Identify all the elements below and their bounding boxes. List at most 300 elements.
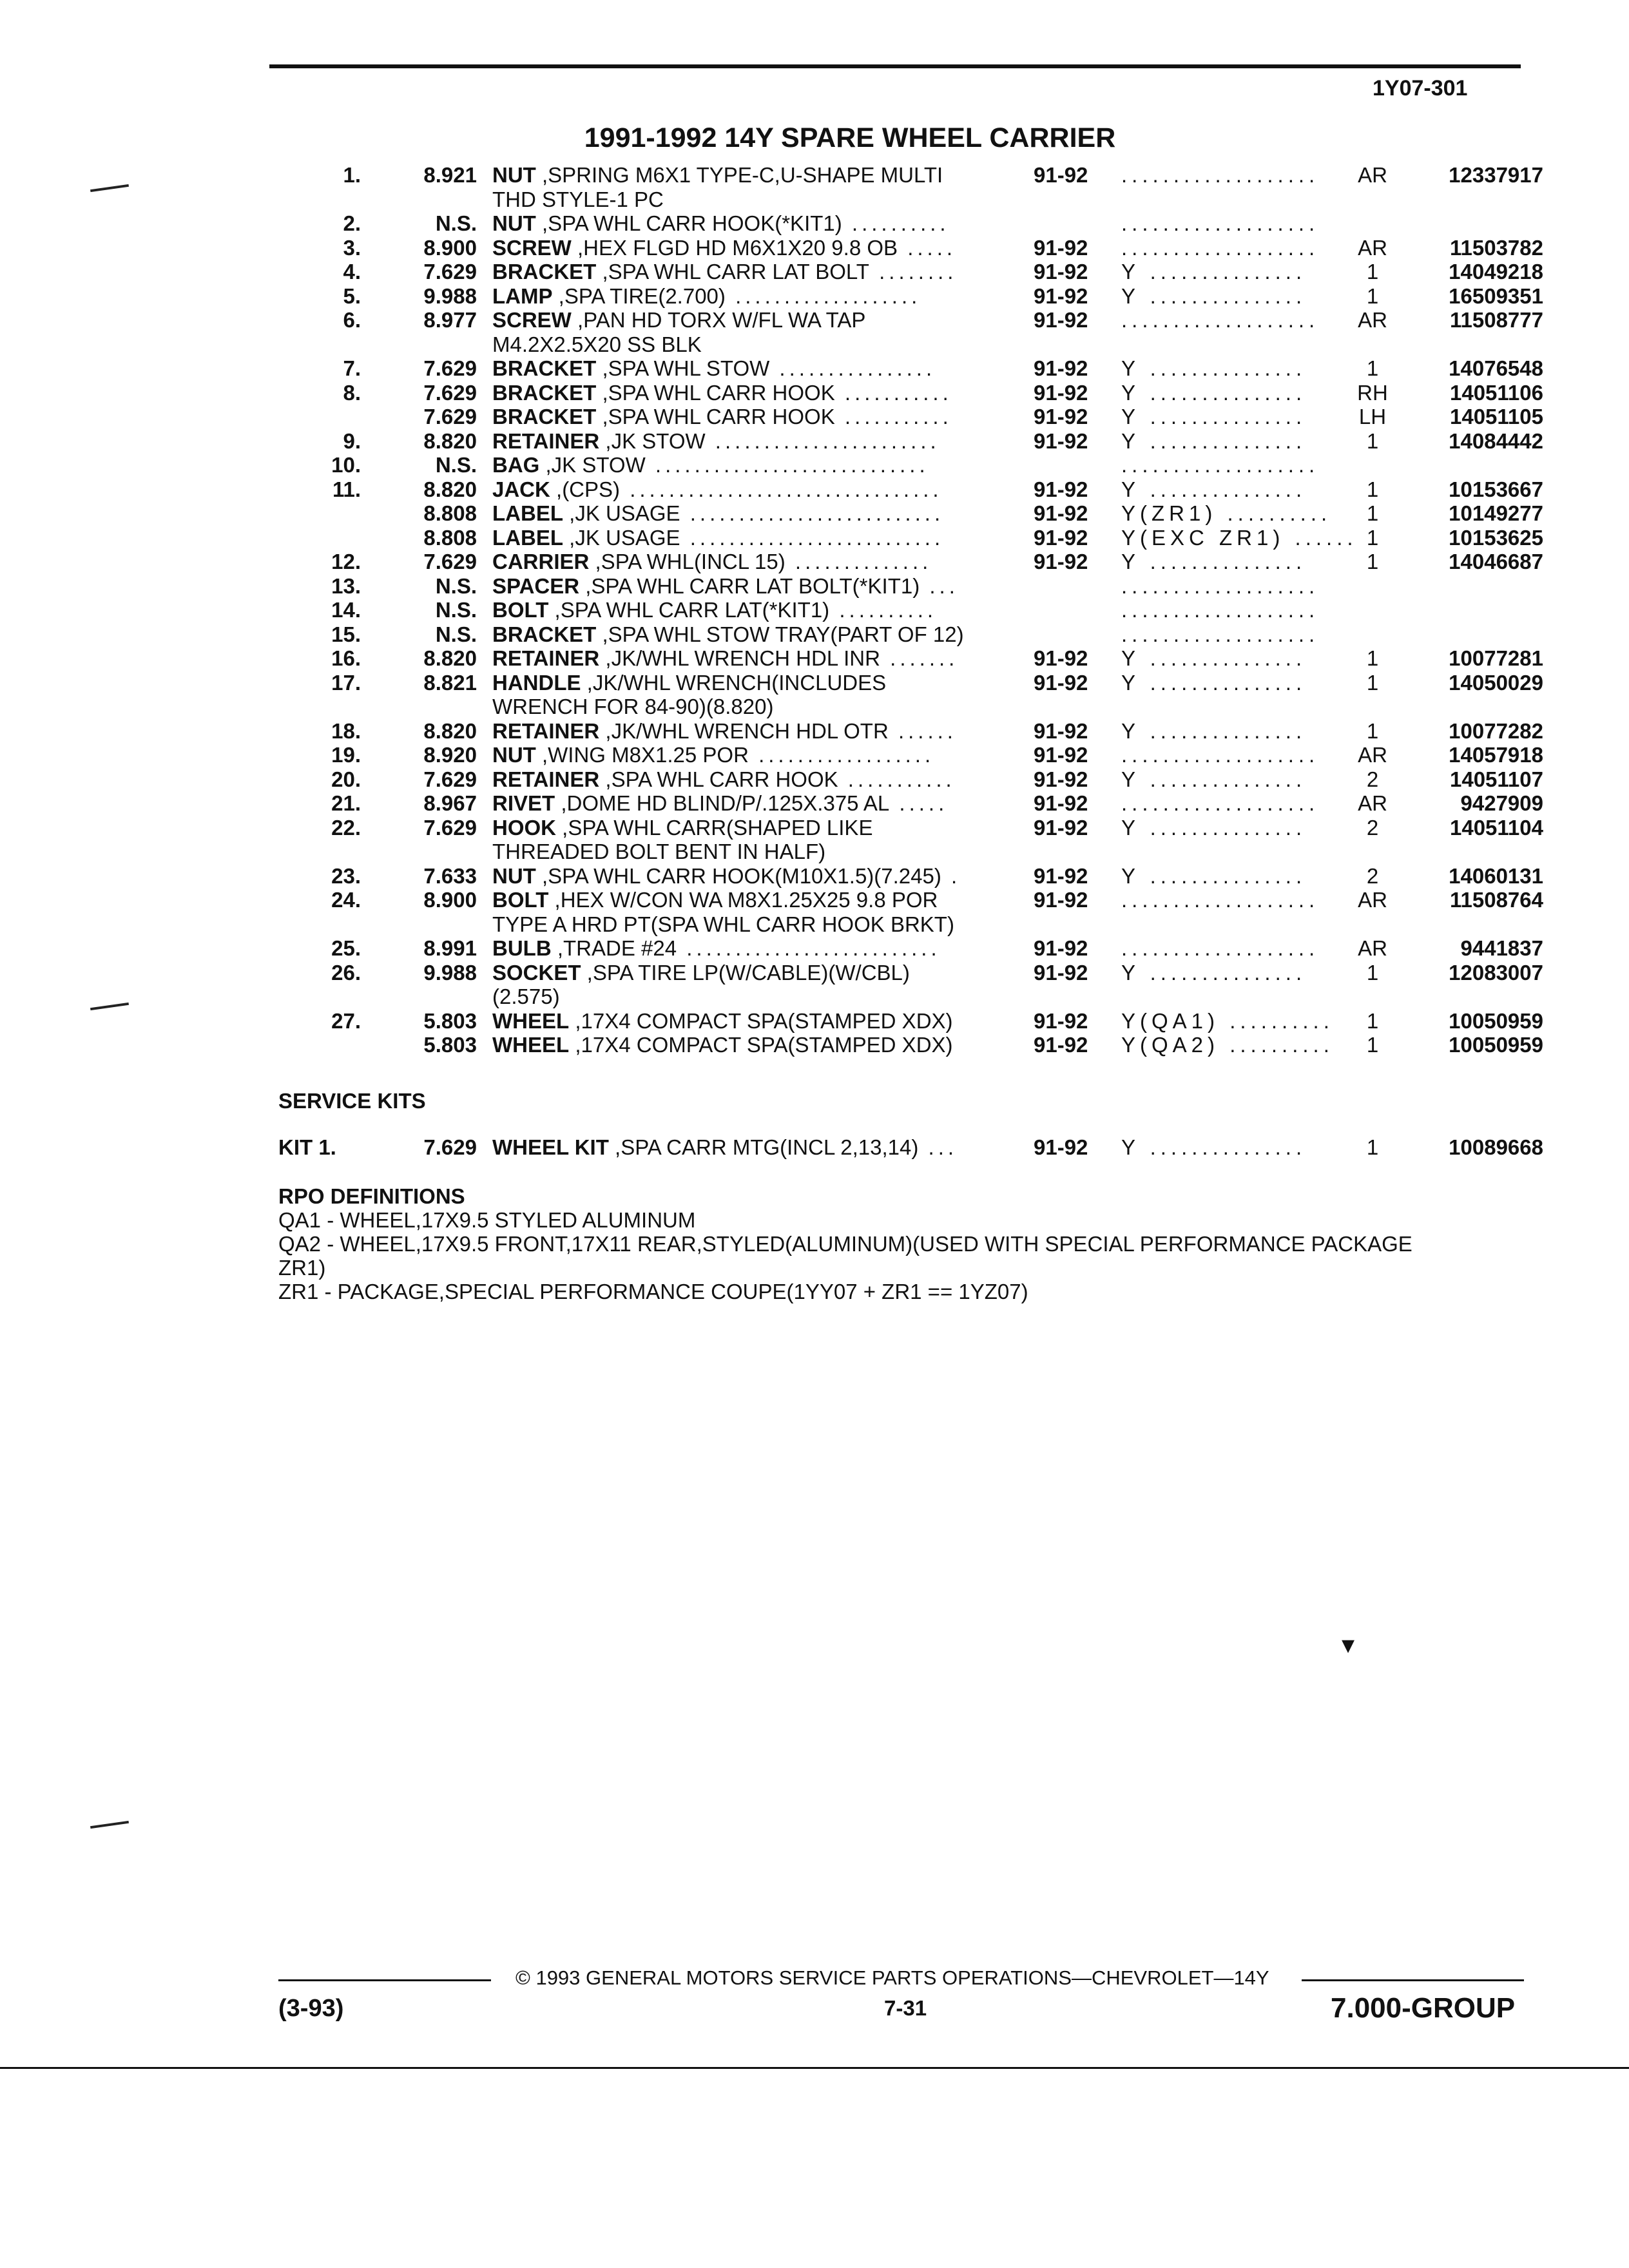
part-desc-text: ,SPA WHL CARR HOOK <box>596 380 835 405</box>
table-row <box>271 864 1553 889</box>
usage-code: ................... <box>1121 743 1320 767</box>
group-number: 7.629 <box>423 767 477 791</box>
table-row <box>271 526 1553 550</box>
part-description <box>492 236 956 260</box>
model-years: 91-92 <box>1034 815 1088 840</box>
part-noun: BULB <box>492 936 552 960</box>
part-description <box>492 332 702 357</box>
model-years: 91-92 <box>1034 501 1088 525</box>
group-number: N.S. <box>435 211 477 235</box>
leader-dots: ............................ <box>645 453 929 477</box>
footer-rule-right <box>1302 1979 1524 1981</box>
model-years: 91-92 <box>1034 356 1088 380</box>
footer-page: 7-31 <box>884 1996 927 2020</box>
part-desc-text: ,SPA WHL CARR HOOK <box>599 767 838 791</box>
part-desc-text: ,SPA WHL CARR HOOK(*KIT1) <box>535 211 842 235</box>
part-desc-text: ,SPA WHL CARR HOOK(M10X1.5)(7.245) <box>535 863 941 888</box>
group-number: 8.900 <box>423 235 477 260</box>
usage-code: Y ............... <box>1121 863 1307 888</box>
quantity: 1 <box>1366 356 1379 380</box>
model-years: 91-92 <box>1034 405 1088 428</box>
quantity: AR <box>1358 163 1387 187</box>
model-years: 91-92 <box>1034 1008 1088 1033</box>
usage-code: ................... <box>1121 888 1320 912</box>
part-desc-text: ,JK/WHL WRENCH HDL OTR <box>599 718 889 743</box>
part-number: 10077281 <box>1449 646 1543 670</box>
part-desc-text: ,HEX FLGD HD M6X1X20 9.8 OB <box>571 235 898 260</box>
part-noun: NUT <box>492 743 536 767</box>
quantity: AR <box>1358 235 1387 260</box>
part-description <box>492 646 958 671</box>
part-description <box>492 453 929 477</box>
part-number: 14049218 <box>1449 260 1543 284</box>
part-description <box>492 719 957 744</box>
leader-dots: ........... <box>834 380 952 405</box>
quantity: AR <box>1358 743 1387 767</box>
group-number: 9.988 <box>423 284 477 308</box>
part-description <box>492 405 952 429</box>
table-row <box>271 1033 1553 1057</box>
model-years: 91-92 <box>1034 428 1088 453</box>
part-desc-text: ,WING M8X1.25 POR <box>535 743 749 767</box>
part-desc-text: ,PAN HD TORX W/FL WA TAP <box>571 308 866 332</box>
quantity: 1 <box>1366 550 1379 573</box>
usage-code: ................... <box>1121 163 1320 187</box>
part-description <box>492 598 937 622</box>
table-row <box>271 961 1553 985</box>
part-description <box>492 695 773 719</box>
group-number: 8.820 <box>423 477 477 501</box>
kit-item: KIT 1. <box>278 1135 336 1159</box>
quantity: 1 <box>1366 260 1379 284</box>
part-description <box>492 961 910 985</box>
page-title: 1991-1992 14Y SPARE WHEEL CARRIER <box>584 122 1116 153</box>
group-number: 8.808 <box>423 501 477 525</box>
part-number: 14046687 <box>1449 550 1543 573</box>
part-desc-text: ,SPA WHL(INCL 15) <box>589 550 786 573</box>
quantity: AR <box>1358 308 1387 332</box>
part-noun: BOLT <box>492 598 549 622</box>
part-noun: WHEEL <box>492 1008 570 1033</box>
table-row <box>271 211 1553 236</box>
item-number: 1. <box>343 163 361 187</box>
part-description <box>492 260 957 284</box>
model-years: 91-92 <box>1034 163 1088 187</box>
item-number: 20. <box>331 767 361 791</box>
quantity: 2 <box>1366 767 1379 791</box>
part-number: 10077282 <box>1449 718 1543 743</box>
table-row <box>271 260 1553 284</box>
item-number: 4. <box>343 260 361 284</box>
usage-code: Y ............... <box>1121 646 1307 670</box>
rpo-heading: RPO DEFINITIONS <box>278 1184 465 1208</box>
part-number: 16509351 <box>1449 284 1543 308</box>
part-noun: BRACKET <box>492 260 597 284</box>
leader-dots: ................ <box>769 356 936 380</box>
part-desc-text: ,JK STOW <box>599 428 706 453</box>
part-number: 14060131 <box>1449 863 1543 888</box>
leader-dots: .......... <box>842 211 950 235</box>
usage-code: Y ............... <box>1121 380 1307 405</box>
group-number: 5.803 <box>423 1033 477 1057</box>
part-desc-text: ,SPA WHL STOW <box>596 356 770 380</box>
part-desc-text: (2.575) <box>492 985 560 1008</box>
quantity: 1 <box>1366 1008 1379 1033</box>
part-noun: BRACKET <box>492 622 597 646</box>
item-number: 15. <box>331 622 361 646</box>
part-number: 14084442 <box>1449 428 1543 453</box>
model-years: 91-92 <box>1034 646 1088 670</box>
usage-code: Y(QA1) .......... <box>1121 1008 1334 1033</box>
item-number: 17. <box>331 670 361 695</box>
table-row <box>271 453 1553 477</box>
part-noun: NUT <box>492 211 536 235</box>
part-desc-text: M4.2X2.5X20 SS BLK <box>492 332 702 356</box>
part-description <box>492 187 664 212</box>
usage-code: Y ............... <box>1121 550 1307 573</box>
quantity: 1 <box>1366 1033 1379 1057</box>
leader-dots: . <box>941 863 961 888</box>
group-number: N.S. <box>435 573 477 598</box>
part-description <box>492 163 943 187</box>
item-number: 22. <box>331 815 361 840</box>
leader-dots: ...... <box>888 718 957 743</box>
table-row <box>271 429 1553 454</box>
part-noun: LAMP <box>492 284 553 308</box>
part-number: 14076548 <box>1449 356 1543 380</box>
item-number: 18. <box>331 718 361 743</box>
usage-code: ................... <box>1121 598 1320 622</box>
table-row <box>271 550 1553 574</box>
item-number: 21. <box>331 791 361 815</box>
model-years: 91-92 <box>1034 791 1088 815</box>
part-description <box>492 816 872 840</box>
rpo-line-3: ZR1) <box>278 1256 326 1280</box>
part-noun: NUT <box>492 163 536 187</box>
usage-code: ................... <box>1121 622 1320 646</box>
parts-list <box>271 163 1553 1057</box>
item-number: 16. <box>331 646 361 670</box>
table-row <box>271 405 1553 429</box>
leader-dots: .......................... <box>680 525 945 550</box>
model-years: 91-92 <box>1034 743 1088 767</box>
part-desc-text: ,17X4 COMPACT SPA(STAMPED XDX) <box>569 1008 953 1033</box>
bottom-rule <box>0 2067 1629 2069</box>
part-noun: JACK <box>492 477 550 501</box>
usage-code: ................... <box>1121 308 1320 332</box>
item-number: 3. <box>343 235 361 260</box>
item-number: 23. <box>331 863 361 888</box>
model-years: 91-92 <box>1034 888 1088 912</box>
model-years: 91-92 <box>1034 235 1088 260</box>
quantity: 2 <box>1366 815 1379 840</box>
part-noun: RETAINER <box>492 646 600 670</box>
leader-dots: ................... <box>725 284 921 308</box>
part-description <box>492 767 956 792</box>
footer-group: 7.000-GROUP <box>1331 1992 1516 2024</box>
part-noun: BAG <box>492 453 540 477</box>
table-row <box>271 719 1553 744</box>
model-years: 91-92 <box>1034 525 1088 550</box>
leader-dots: .......................... <box>677 936 941 960</box>
part-description <box>492 671 886 695</box>
part-desc-text: ,SPA WHL CARR HOOK <box>596 405 835 428</box>
table-row <box>271 332 1553 357</box>
part-noun: RETAINER <box>492 428 600 453</box>
group-number: N.S. <box>435 453 477 477</box>
part-number: 14051104 <box>1449 815 1543 840</box>
usage-code: Y ............... <box>1121 428 1307 453</box>
usage-code: Y ............... <box>1121 405 1307 428</box>
usage-code: Y ............... <box>1121 284 1307 308</box>
usage-code: Y ............... <box>1121 718 1307 743</box>
model-years: 91-92 <box>1034 284 1088 308</box>
kit-dots: ... <box>918 1135 958 1159</box>
part-number: 12337917 <box>1449 163 1543 187</box>
service-kits-heading: SERVICE KITS <box>278 1089 426 1113</box>
part-desc-text: ,HEX W/CON WA M8X1.25X25 9.8 POR <box>548 888 938 912</box>
part-number: 11508764 <box>1449 888 1543 912</box>
kit-desc <box>492 1135 958 1160</box>
footer-rule-left <box>278 1979 491 1981</box>
group-number: 8.920 <box>423 743 477 767</box>
quantity: 1 <box>1366 718 1379 743</box>
usage-code: ................... <box>1121 235 1320 260</box>
quantity: 1 <box>1366 525 1379 550</box>
group-number: 8.808 <box>423 525 477 550</box>
part-noun: RIVET <box>492 791 555 815</box>
part-desc-text: ,SPA TIRE(2.700) <box>552 284 726 308</box>
part-description <box>492 356 936 381</box>
part-description <box>492 791 948 816</box>
part-noun: BOLT <box>492 888 549 912</box>
service-kit-row <box>271 1135 1553 1160</box>
part-description <box>492 211 950 236</box>
group-number: 7.633 <box>423 863 477 888</box>
part-noun: LABEL <box>492 525 563 550</box>
group-number: 7.629 <box>423 815 477 840</box>
leader-dots: ..... <box>889 791 949 815</box>
part-number: 9427909 <box>1460 791 1543 815</box>
part-noun: HANDLE <box>492 670 581 695</box>
part-number: 12083007 <box>1449 960 1543 985</box>
part-desc-text: ,JK/WHL WRENCH(INCLUDES <box>581 670 887 695</box>
part-number: 14050029 <box>1449 670 1543 695</box>
page-code: 1Y07-301 <box>1373 76 1468 101</box>
leader-dots: .......... <box>829 598 938 622</box>
item-number: 9. <box>343 428 361 453</box>
table-row <box>271 284 1553 309</box>
part-noun: WHEEL <box>492 1033 570 1057</box>
usage-code: Y ............... <box>1121 960 1307 985</box>
table-row <box>271 840 1553 864</box>
part-noun: SPACER <box>492 573 580 598</box>
part-number: 10050959 <box>1449 1008 1543 1033</box>
model-years: 91-92 <box>1034 767 1088 791</box>
part-desc-text: ,JK USAGE <box>563 525 680 550</box>
usage-code: ................... <box>1121 211 1320 235</box>
part-number: 10149277 <box>1449 501 1543 525</box>
group-number: 7.629 <box>423 380 477 405</box>
usage-code: Y ............... <box>1121 260 1307 284</box>
group-number: 9.988 <box>423 960 477 985</box>
group-number: 8.900 <box>423 888 477 912</box>
group-number: 8.991 <box>423 936 477 960</box>
leader-dots: .................. <box>748 743 935 767</box>
margin-mark-1 <box>90 184 129 192</box>
model-years: 91-92 <box>1034 477 1088 501</box>
table-row <box>271 501 1553 526</box>
part-number: 14051105 <box>1449 405 1543 428</box>
group-number: 8.821 <box>423 670 477 695</box>
group-number: 7.629 <box>423 356 477 380</box>
footer-date: (3-93) <box>278 1995 344 2022</box>
part-desc-text: ,JK USAGE <box>563 501 680 525</box>
quantity: LH <box>1358 405 1387 428</box>
kit-noun: WHEEL KIT <box>492 1135 609 1159</box>
group-number: 8.820 <box>423 428 477 453</box>
model-years: 91-92 <box>1034 308 1088 332</box>
model-years: 91-92 <box>1034 380 1088 405</box>
table-row <box>271 356 1553 381</box>
item-number: 8. <box>343 380 361 405</box>
kit-part-number: 10089668 <box>1449 1135 1543 1159</box>
model-years: 91-92 <box>1034 936 1088 960</box>
part-description <box>492 550 932 574</box>
quantity: 1 <box>1366 284 1379 308</box>
quantity: 1 <box>1366 477 1379 501</box>
kit-desc-text: ,SPA CARR MTG(INCL 2,13,14) <box>608 1135 919 1159</box>
item-number: 2. <box>343 211 361 235</box>
table-row <box>271 308 1553 332</box>
part-number: 10153667 <box>1449 477 1543 501</box>
part-number: 10153625 <box>1449 525 1543 550</box>
usage-code: ................... <box>1121 573 1320 598</box>
item-number: 12. <box>331 550 361 573</box>
rpo-line-2: QA2 - WHEEL,17X9.5 FRONT,17X11 REAR,STYLED(ALUMINUM)(USED WITH SPECIAL PERFORMANCE PACKAGE <box>278 1232 1412 1256</box>
margin-mark-2 <box>90 1003 129 1010</box>
rpo-line-4: ZR1 - PACKAGE,SPECIAL PERFORMANCE COUPE(1YY07 + ZR1 == 1YZ07) <box>278 1280 1028 1303</box>
item-number: 19. <box>331 743 361 767</box>
quantity: 1 <box>1366 960 1379 985</box>
usage-code: ................... <box>1121 453 1320 477</box>
part-desc-text: THREADED BOLT BENT IN HALF) <box>492 840 826 863</box>
table-row <box>271 187 1553 212</box>
quantity: AR <box>1358 888 1387 912</box>
group-number: 8.967 <box>423 791 477 815</box>
part-desc-text: ,(CPS) <box>550 477 621 501</box>
quantity: 1 <box>1366 646 1379 670</box>
part-description <box>492 308 865 332</box>
quantity: AR <box>1358 791 1387 815</box>
part-number: 14051107 <box>1449 767 1543 791</box>
part-number: 14057918 <box>1449 743 1543 767</box>
table-row <box>271 236 1553 260</box>
usage-code: Y ............... <box>1121 670 1307 695</box>
part-noun: SOCKET <box>492 960 581 985</box>
model-years: 91-92 <box>1034 718 1088 743</box>
part-noun: CARRIER <box>492 550 590 573</box>
table-row <box>271 477 1553 502</box>
arrow-mark: ▾ <box>1342 1631 1355 1659</box>
usage-code: ................... <box>1121 791 1320 815</box>
usage-code: Y ............... <box>1121 356 1307 380</box>
part-description <box>492 526 944 550</box>
table-row <box>271 816 1553 840</box>
item-number: 25. <box>331 936 361 960</box>
footer-copyright: © 1993 GENERAL MOTORS SERVICE PARTS OPERATIONS—CHEVROLET—14Y <box>516 1966 1269 1989</box>
usage-code: ................... <box>1121 936 1320 960</box>
group-number: 7.629 <box>423 260 477 284</box>
table-row <box>271 985 1553 1009</box>
top-rule <box>269 64 1521 68</box>
part-description <box>492 1033 953 1057</box>
usage-code: Y(ZR1) .......... <box>1121 501 1332 525</box>
table-row <box>271 767 1553 792</box>
margin-mark-3 <box>90 1821 129 1829</box>
part-description <box>492 864 961 889</box>
usage-code: Y(QA2) .......... <box>1121 1033 1334 1057</box>
model-years: 91-92 <box>1034 1033 1088 1057</box>
leader-dots: ........ <box>869 260 958 284</box>
part-description <box>492 622 964 647</box>
part-description <box>492 912 954 937</box>
model-years: 91-92 <box>1034 260 1088 284</box>
part-desc-text: ,SPA WHL CARR LAT BOLT <box>596 260 869 284</box>
usage-code: Y ............... <box>1121 767 1307 791</box>
table-row <box>271 598 1553 622</box>
part-description <box>492 936 941 961</box>
part-desc-text: ,SPRING M6X1 TYPE-C,U-SHAPE MULTI <box>535 163 943 187</box>
part-description <box>492 501 944 526</box>
group-number: 7.629 <box>423 405 477 428</box>
leader-dots: ....... <box>880 646 959 670</box>
item-number: 6. <box>343 308 361 332</box>
part-noun: RETAINER <box>492 767 600 791</box>
part-desc-text: ,TRADE #24 <box>551 936 677 960</box>
part-description <box>492 1009 953 1033</box>
item-number: 24. <box>331 888 361 912</box>
part-desc-text: ,SPA TIRE LP(W/CABLE)(W/CBL) <box>581 960 910 985</box>
usage-code: Y ............... <box>1121 815 1307 840</box>
part-noun: HOOK <box>492 815 556 840</box>
group-number: 5.803 <box>423 1008 477 1033</box>
item-number: 11. <box>332 477 361 501</box>
part-noun: LABEL <box>492 501 563 525</box>
item-number: 7. <box>343 356 361 380</box>
model-years: 91-92 <box>1034 863 1088 888</box>
quantity: 2 <box>1366 863 1379 888</box>
leader-dots: ... <box>920 573 959 598</box>
part-description <box>492 888 938 912</box>
table-row <box>271 574 1553 599</box>
group-number: 8.820 <box>423 718 477 743</box>
part-desc-text: ,SPA WHL CARR LAT BOLT(*KIT1) <box>579 573 920 598</box>
leader-dots: ........... <box>838 767 956 791</box>
table-row <box>271 695 1553 719</box>
table-row <box>271 381 1553 405</box>
table-row <box>271 1009 1553 1033</box>
model-years: 91-92 <box>1034 960 1088 985</box>
leader-dots: .............. <box>785 550 932 573</box>
quantity: 1 <box>1366 428 1379 453</box>
part-number: 11503782 <box>1449 235 1543 260</box>
item-number: 14. <box>331 598 361 622</box>
table-row <box>271 936 1553 961</box>
group-number: N.S. <box>435 598 477 622</box>
part-noun: BRACKET <box>492 405 597 428</box>
table-row <box>271 671 1553 695</box>
